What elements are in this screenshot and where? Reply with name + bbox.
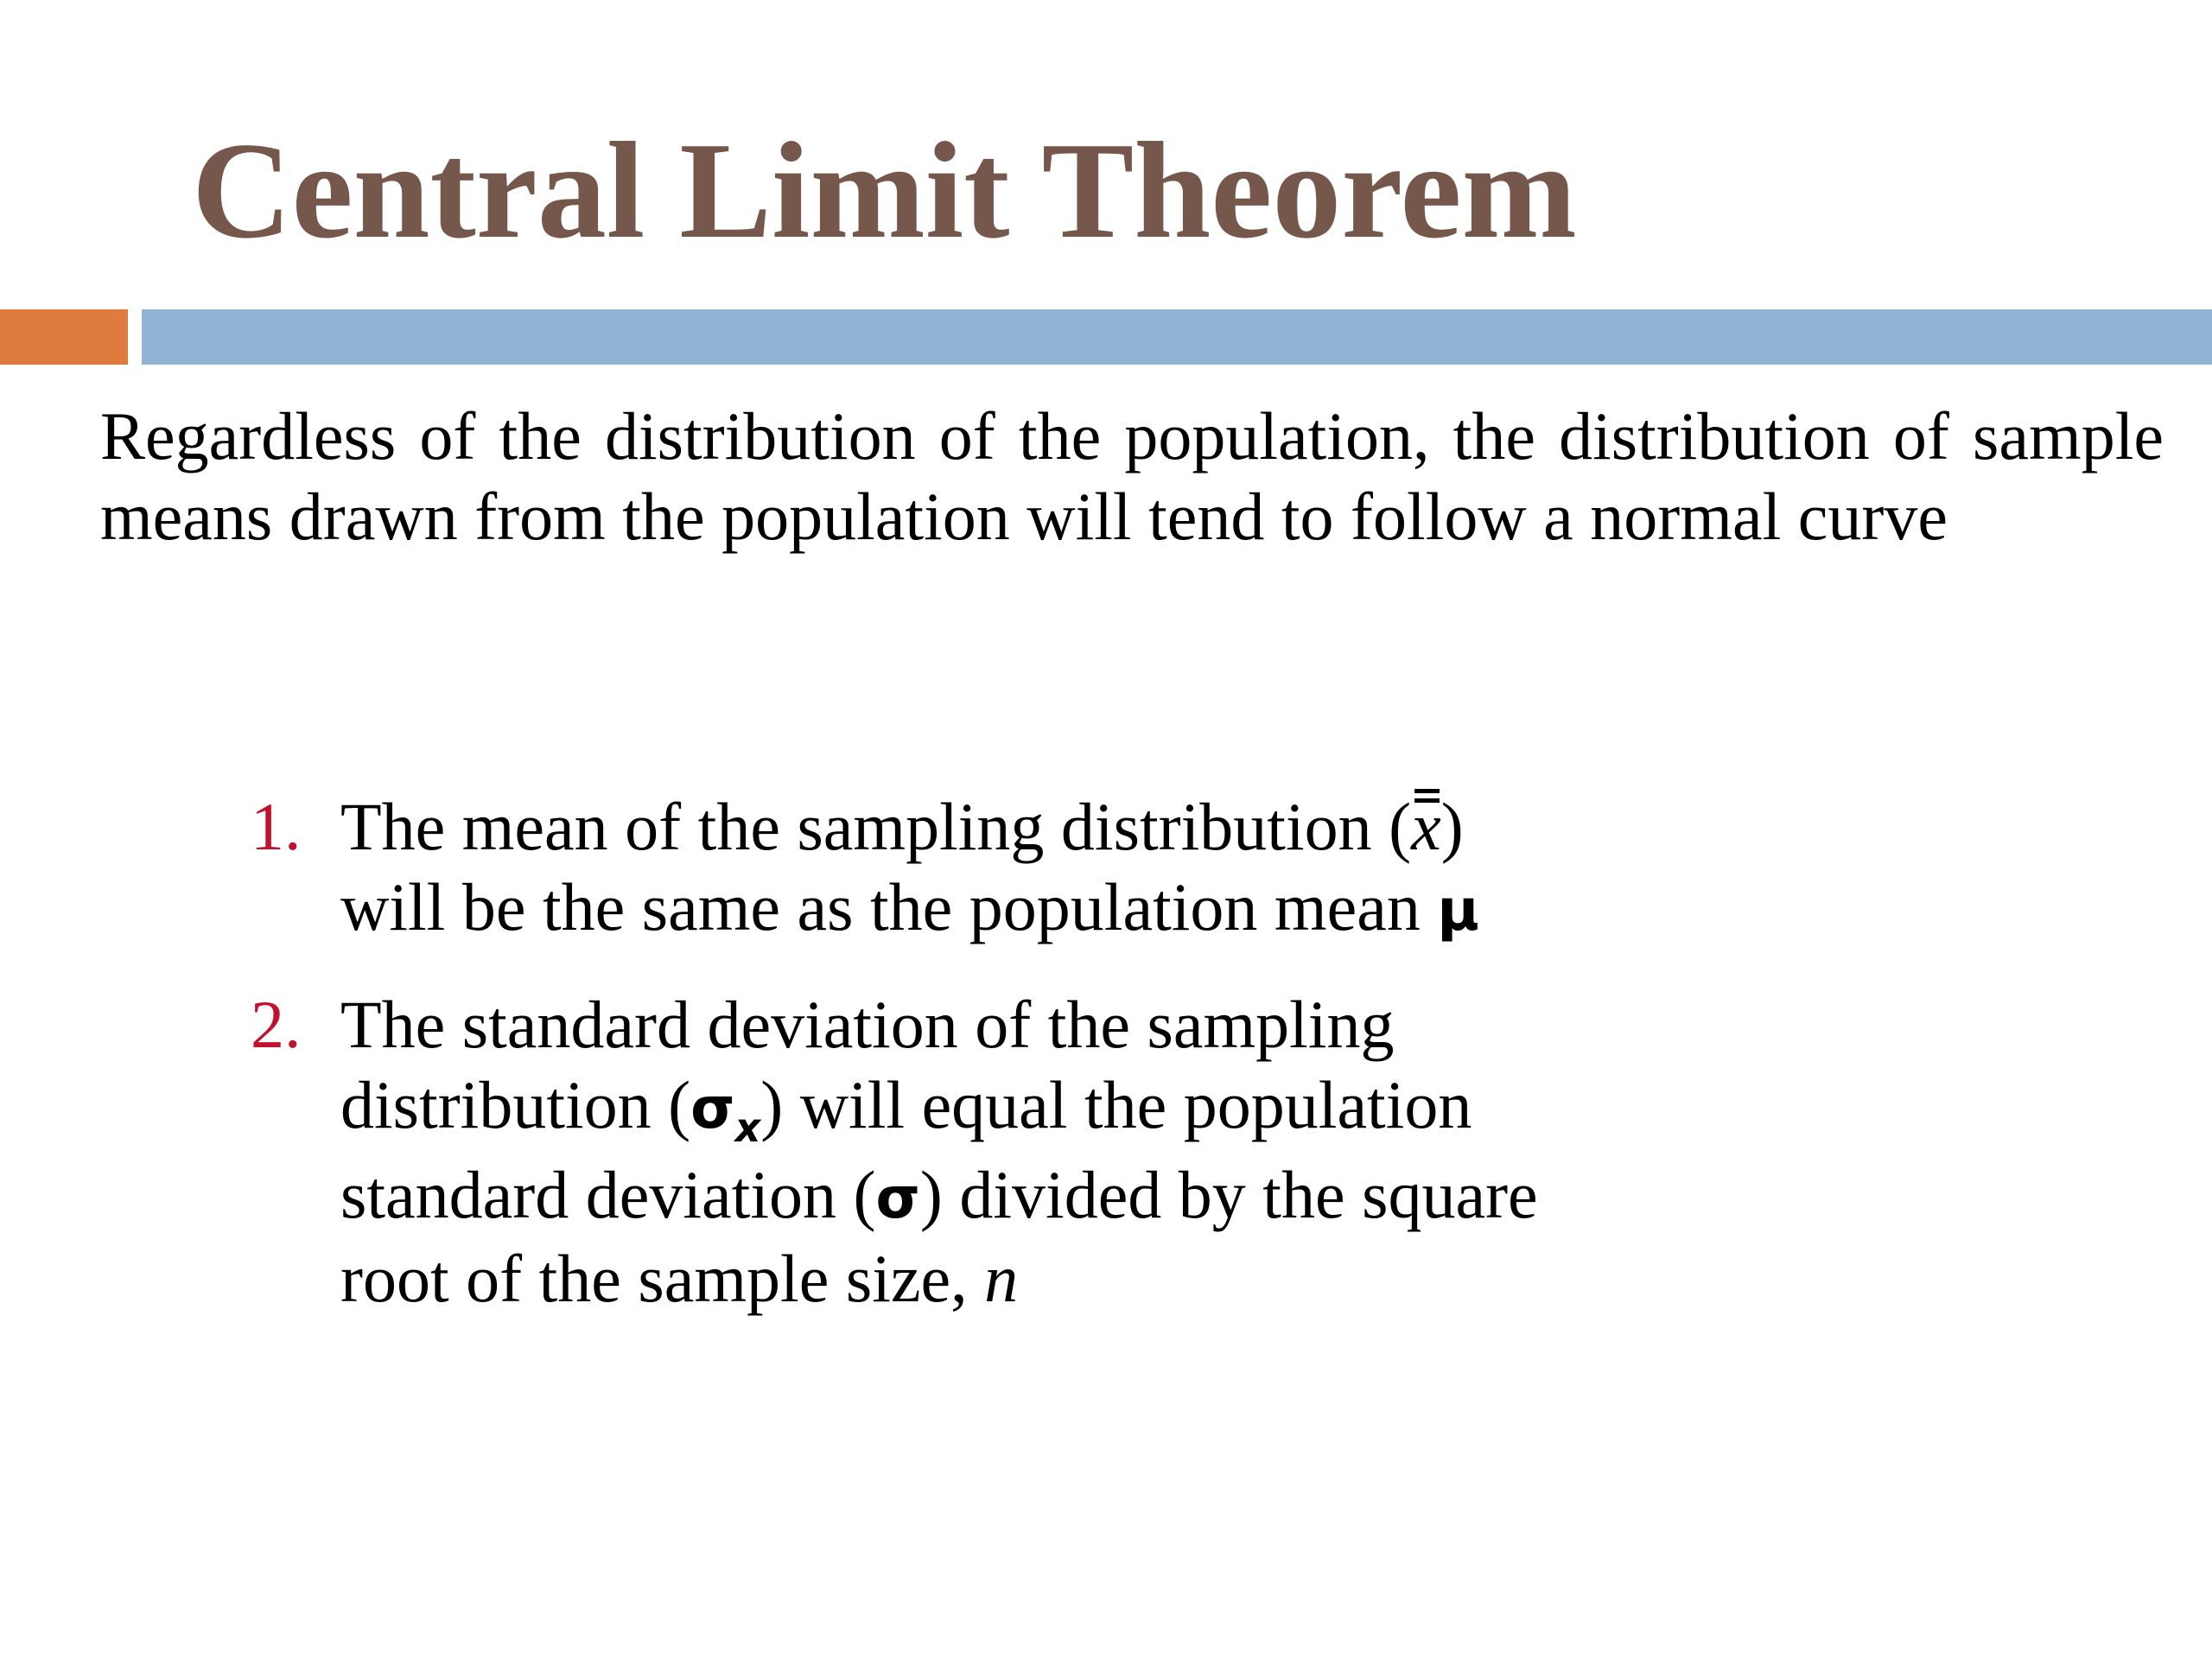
sigma-symbol: σ xyxy=(875,1165,920,1231)
n-symbol: n xyxy=(984,1241,1019,1316)
list-number: 2. xyxy=(251,987,302,1062)
text-segment: ) divided by the square root of the sample size, xyxy=(340,1157,1538,1316)
list-number: 1. xyxy=(251,789,302,864)
list-item xyxy=(251,984,1547,1319)
text-segment: The mean of the sampling distribution ( xyxy=(340,789,1412,864)
x-double-bar-symbol: x xyxy=(1411,786,1441,867)
intro-paragraph: Regardless of the distribution of the population, the distribution of sample means drawn from the population will tend to follow a normal curve xyxy=(100,398,2164,554)
text-segment: The standard deviation of the sampling distribution ( xyxy=(340,987,1395,1142)
slide-title: Central Limit Theorem xyxy=(192,113,1577,267)
list-item-text xyxy=(340,786,1547,950)
sigma-x-subscript: x xyxy=(734,1104,761,1151)
text-segment: ) will equal the population standard deviation ( xyxy=(340,1067,1472,1232)
text-segment: ) will be the same as the population mean xyxy=(340,789,1464,944)
list-item-text xyxy=(340,984,1547,1319)
mu-symbol: μ xyxy=(1437,877,1479,944)
point-list xyxy=(251,786,1547,1352)
sigma-x-symbol: σ xyxy=(690,1075,735,1141)
list-item xyxy=(251,786,1547,950)
accent-bar-blue xyxy=(142,309,2212,365)
accent-bar-orange xyxy=(0,309,128,365)
